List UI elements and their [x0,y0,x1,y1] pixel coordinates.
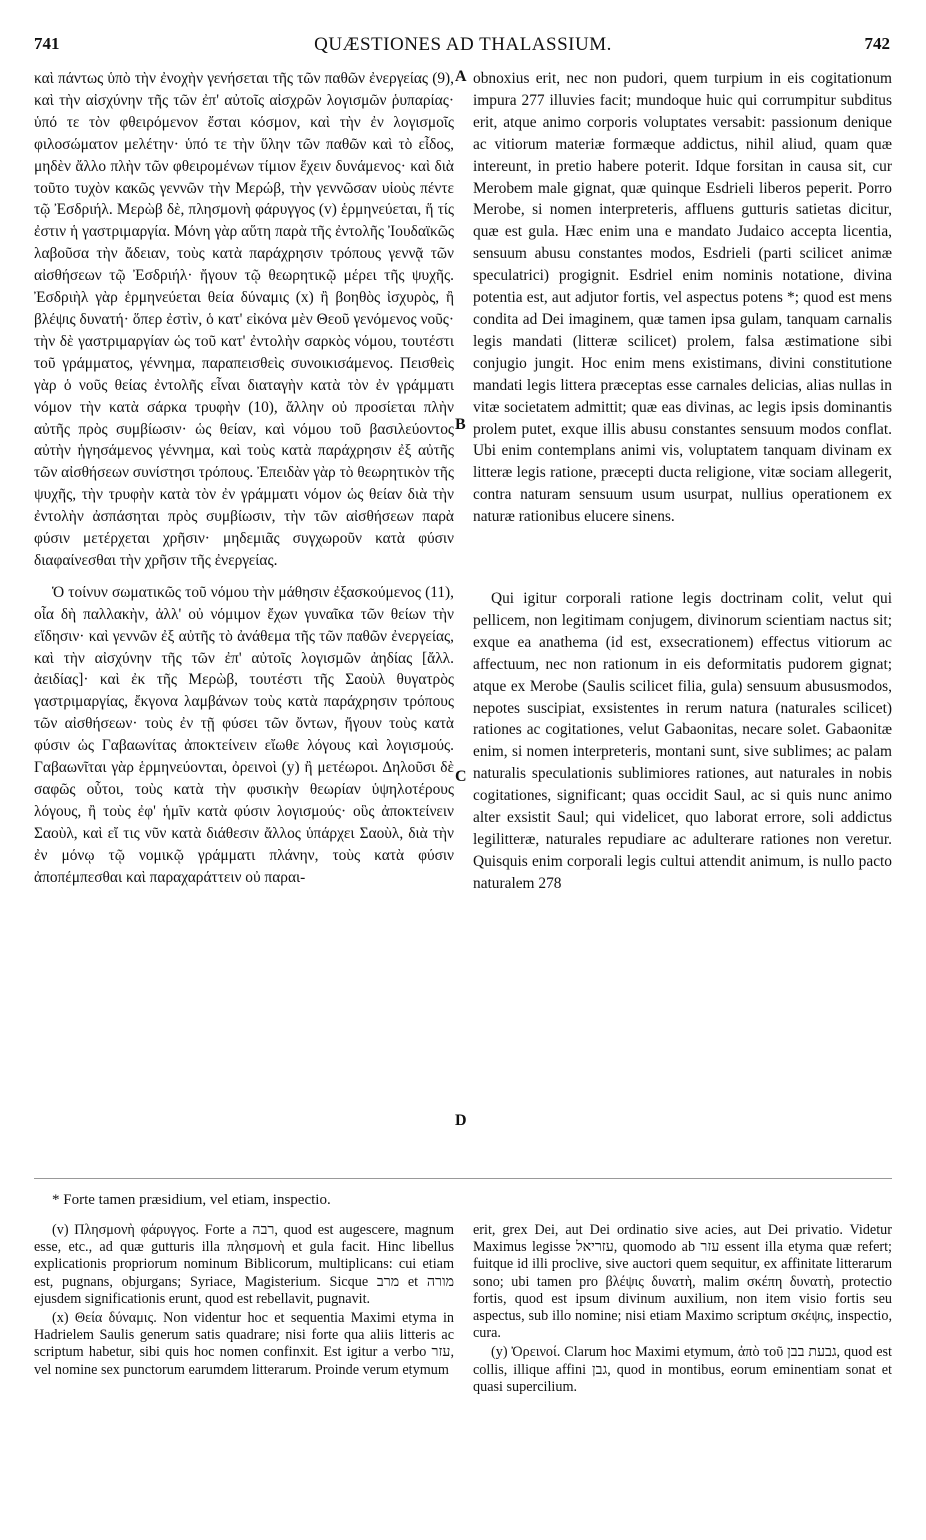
latin-column [473,68,892,895]
section-marker-a: A [455,68,467,85]
note-x: (x) Θεία δύναμις. Non videntur hoc et sequentia Maximi etyma in Hadrielem Saulis generum satis quadrare; nisi forte qua aliis litteris ac scriptum habetur, sibi quis hoc nomen confinxit. Est igitur a verbo עזר, vel nomine sex punctorum earumdem litterarum. Proinde verum etymum [34,1310,454,1378]
section-marker-b: B [455,416,466,433]
note-x-continued: erit, grex Dei, aut Dei ordinatio sive acies, aut Dei privatio. Videtur Maximus legisse עזריאל, quomodo ab עזר essent illa etyma quæ refert; fuitque id illi proclive, sive auctori quem sequitur, ex affinitate litterarum sono; ubi tamen pro βλέψις δυνατὴ, malim σκέπη δυνατὴ, protectio fortis, quod est ipsum divinum auxilium, non item visio fortis seu aspectus, sub illo nomine; nisi etiam Maximo scriptum σκέψις, inspectio, cura. [473,1222,892,1342]
greek-column [34,68,454,889]
section-marker-d: D [455,1112,467,1129]
notes-left-column [34,1222,454,1381]
page-header [0,0,926,66]
running-title: QUÆSTIONES AD THALASSIUM. [314,34,612,55]
footnote-divider [34,1178,892,1179]
star-footnote: * Forte tamen præsidium, vel etiam, inspectio. [52,1192,331,1208]
notes-right-column [473,1222,892,1398]
latin-paragraph-2: Qui igitur corporali ratione legis doctrinam colit, velut qui pellicem, non legitimam conjugem, divinorum scientiam nactus sit; exque ea anathema (id est, exsecrationem) effectus vitiorum ac affectuum, nec non rationum in eis deformitatis pudorem gignat; atque ex Merobe (Saulis scilicet filia, gula) sensuum abususmodos, nepotes suscipiat, exsistentes in rerum natura (naturales scilicet) rationes ac cogitationes, velut Gabaonitas, necare solet. Gabaonitæ enim, si nomen interpreteris, montani sunt, sive sublimes; ac palam naturalis speculationis sublimiores rationes, aut naturales in nobis cogitationes, significant; quas occidit Saul, ac si quis nunc animo alter exsistit Saul; qui videlicet, quo laborat errore, soli addictus legilitteræ, naturales repudiare ac adulterare rationes non veretur. Quisquis enim corporali legis cultui attendit animum, is nullo pacto naturalem 278 [473,590,892,892]
section-marker-c: C [455,768,467,785]
page-number-left: 741 [34,34,60,53]
latin-paragraph-1: obnoxius erit, nec non pudori, quem turpium in eis cogitationum impura 277 illuvies facit; mundoque huic qui corrumpitur subditus erit, atque animo corporis voluptates versabit: passionum denique ac vitiorum materiæ formæque addictus, nihil aliud, quam quæ intereunt, in pretio habere poterit. Idque forsitan in causa sit, cur Merobem male gignat, quæ quinque Esdrieli liberos peperit. Porro Merobe, si nomen interpreteris, affluens gutturis satietas dicitur, quæ est gula. Hæc enim una e mandato Judaico accepta licentia, sensuum abusu constantes modos, Esdrieli (parti scilicet animæ speculatrici) progignit. Esdriel enim nominis notatione, divina potentia est, aut adjutor fortis, vel aspectus potens *; quod est mens condita ad Dei imaginem, quæ tamen ipsa gulam, tanquam carnalis legis mandati (litteræ scilicet) prolem, falsa æstimatione sibi conjugio jungit. Hoc enim mens existimans, divini constitutione mandati legis littera præceptas esse carnales delicias, alias nullas in vitæ societatem admittit; quæ eas divinas, ac legis ipsis dominantis prolem putet, exque illis abusu constantes sensuum modos conflat. Ubi enim contemplans animi vis, voluptatem tanquam divinam ex litteræ legis ratione, præcepti ducta religione, vitæ sociam allegerit, contra naturam sensuum usum usurpat, nullius operationem ex naturæ rationibus elucere sinens. [473,70,892,526]
greek-paragraph-2: Ὁ τοίνυν σωματικῶς τοῦ νόμου τὴν μάθησιν ἐξασκούμενος (11), οἷα δὴ παλλακὴν, ἀλλ' οὐ νόμιμον ἔχων γυναῖκα τῶν θείων τὴν εἴδησιν· καὶ γεννῶν ἐξ αὐτῆς τὸ ἀνάθεμα τῆς τῶν παθῶν ἐνεργείας, καὶ τὴν αἰσχύνην τῆς τῶν ἐπ' αὐτοῖς λογισμῶν ἀηδίας [ἄλλ. ἀειδίας]· καὶ ἐκ τῆς Μερὼβ, τουτέστι τῆς Σαοὺλ θυγατρὸς γαστριμαργίας, ἔκγονα λαμβάνων τοὺς κατὰ παράχρησιν τρόπους τῶν αἰσθήσεων· τοὺς ἐν τῇ φύσει τῶν ὄντων, ἤγουν τοὺς κατὰ φύσιν ὡς Γαβαωνίτας ἀποκτείνειν εἴωθε λόγους καὶ λογισμούς. Γαβαωνῖται γὰρ ἑρμηνεύονται, ὀρεινοὶ (y) ἢ μετέωροι. Δηλοῦσι δὲ σαφῶς οὗτοι, τοὺς κατὰ τὴν φυσικὴν θεωρίαν ὑψηλοτέρους λόγους, ἢ τοὺς ἐφ' ἡμῖν κατὰ φύσιν λογισμούς· οὓς ἀποκτείνειν Σαοὺλ, καὶ εἴ τις νῦν κατὰ διάθεσιν ἄλλος ὑπάρχει Σαοὺλ, διὰ τὴν ἐν μόνῳ τῷ νομικῷ γράμματι πλάνην, τοὺς κατὰ φύσιν ἀποπέμπεσθαι καὶ παραχαράττειν οὐ παραι- [34,583,454,886]
note-y: (y) Ὀρεινοί. Clarum hoc Maximi etymum, ἀπὸ τοῦ גבעת בבן, quod est collis, illique affini גבן, quod in montibus, eorum eminentiam sonat et quasi supercilium. [473,1344,892,1395]
page-number-right: 742 [864,34,890,53]
note-v: (v) Πλησμονὴ φάρυγγος. Forte a רבה, quod est augescere, magnum esse, etc., ad quæ gutturis illa πλησμονὴ et gula facit. Hinc libellus explicationis propriorum nominum Biblicorum, multiplicans: cui etiam est, pugnans, objurgans; Syriace, Magisterium. Sicque מרב et מורה ejusdem significationis erunt, quod est rebellavit, pugnavit. [34,1222,454,1307]
greek-paragraph-1: καὶ πάντως ὑπὸ τὴν ἐνοχὴν γενήσεται τῆς τῶν παθῶν ἐνεργείας (9), καὶ τὴν αἰσχύνην τῆς τῶν ἐπ' αὐτοῖς αἰσχρῶν λογισμῶν ῥυπαρίας· ὑπό τε τὸν φθειρόμενον ἔσται κόσμον, καὶ τὴν ἐν λογισμοῖς φιλοσώματον μελέτην· ὑπό τε τὴν ὕλην τῶν παθῶν καὶ τὸ εἶδος, μηδὲν ἄλλο πλὴν τῶν φθειρομένων τίμιον ἔχειν δυνάμενος· καὶ διὰ τοῦτο τυχὸν κακῶς γεννῶν τὴν Μερώβ, τὴν γεννῶσαν υἱοὺς πέντε τῷ Ἐσδριήλ. Μερὼβ δὲ, πλησμονὴ φάρυγγος (v) ἑρμηνεύεται, ἥ τίς ἐστιν ἡ γαστριμαργία. Μόνη γὰρ αὕτη παρὰ τῆς ἐντολῆς Ἰουδαϊκῶς λαβοῦσα τὴν ἄδειαν, τοὺς κατὰ παράχρησιν τρόπους γεννᾷ τῶν αἰσθήσεων τῷ Ἐσδριήλ· ἤγουν τῷ θεωρητικῷ μέρει τῆς ψυχῆς. Ἐσδριὴλ γὰρ ἑρμηνεύεται θεία δύναμις (x) ἢ βοηθὸς ἰσχυρὸς, ἢ βλέψις δυνατή· ὅπερ ἐστὶν, ὁ κατ' εἰκόνα μὲν Θεοῦ γενόμενος νοῦς· τὴν δὲ γαστριμαργίαν ὡς τοῦ κατ' ἐντολὴν σαρκὸς νόμου, τουτέστι τοῦ γράμματος, γέννημα, παραπεισθεὶς συνοικισάμενος. Πεισθεὶς γὰρ ὁ νοῦς θείας ἐντολῆς εἶναι διαταγὴν κατὰ τὸν ἐν γράμματι νόμον τὴν κατὰ σάρκα τρυφὴν (10), ἄλλην οὐ προσίεται πλὴν αὐτῆς πρὸς συμβίωσιν· ὡς θείαν, καὶ νόμου τοῦ βασιλεύοντος αὐτὴν ἡγησάμενος γέννημα, καὶ τοὺς κατὰ παράχρησιν ἐξ αὐτῆς τῶν αἰσθήσεων συνίστησι τρόπους. Ἐπειδὰν γὰρ τὸ θεωρητικὸν τῆς ψυχῆς, τὴν τρυφὴν κατὰ τὸν ἐν γράμματι νόμον ὡς θείαν διὰ τὴν ἐντολὴν ἀσπάσηται πρὸς συμβίωσιν, τὴν τῶν αἰσθήσεων παρὰ φύσιν μετέρχεται χρῆσιν· μηδεμιᾶς συγχωροῦν κατὰ φύσιν διαφαίνεσθαι τὴν χρῆσιν τῆς ἐνεργείας. [34,70,454,569]
